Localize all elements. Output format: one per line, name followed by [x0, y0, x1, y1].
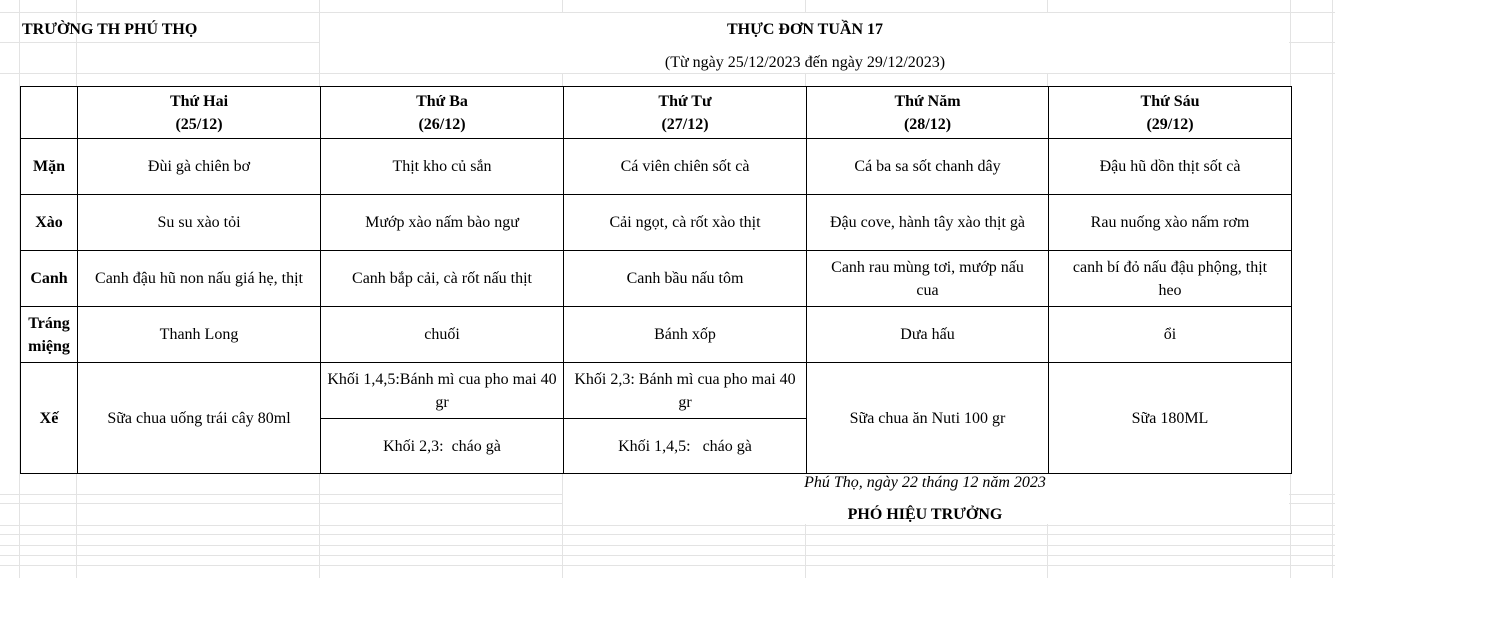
- signature-date: Phú Thọ, ngày 22 tháng 12 năm 2023: [804, 474, 1046, 491]
- menu-cell: Mướp xào nấm bào ngư: [321, 195, 564, 251]
- day-name: Thứ Năm: [894, 92, 961, 110]
- row-man: [21, 139, 1292, 195]
- menu-cell: Khối 2,3: cháo gà: [321, 419, 564, 474]
- day-name: Thứ Tư: [658, 92, 712, 110]
- day-date: (25/12): [175, 115, 223, 133]
- day-header-wednesday: [564, 87, 807, 139]
- menu-cell: Canh bắp cải, cà rốt nấu thịt: [321, 251, 564, 307]
- menu-cell: Cá ba sa sốt chanh dây: [807, 139, 1049, 195]
- menu-cell: Khối 2,3: Bánh mì cua pho mai 40 gr: [564, 363, 807, 419]
- weekly-menu-table: [20, 86, 1292, 474]
- day-date: (29/12): [1146, 115, 1194, 133]
- menu-cell: Bánh xốp: [564, 307, 807, 363]
- menu-cell: Su su xào tỏi: [78, 195, 321, 251]
- row-label: Xào: [21, 195, 78, 251]
- day-header-thursday: [807, 87, 1049, 139]
- menu-cell: Thịt kho củ sắn: [321, 139, 564, 195]
- row-label: Xế: [21, 363, 78, 474]
- menu-cell: Cải ngọt, cà rốt xào thịt: [564, 195, 807, 251]
- menu-cell: Đùi gà chiên bơ: [78, 139, 321, 195]
- header-row: [21, 87, 1292, 139]
- menu-cell: Đậu hũ dồn thịt sốt cà: [1049, 139, 1292, 195]
- day-date: (28/12): [903, 115, 952, 133]
- menu-cell: Thanh Long: [78, 307, 321, 363]
- row-xe-top: [21, 363, 1292, 419]
- menu-cell: Canh đậu hũ non nấu giá hẹ, thịt: [78, 251, 321, 307]
- menu-cell: Sữa chua ăn Nuti 100 gr: [807, 363, 1049, 474]
- corner-cell: [21, 87, 78, 139]
- date-range: (Từ ngày 25/12/2023 đến ngày 29/12/2023): [664, 54, 946, 71]
- menu-cell: Rau nuống xào nấm rơm: [1049, 195, 1292, 251]
- row-label: Tráng miệng: [21, 307, 78, 363]
- menu-cell: Sữa 180ML: [1049, 363, 1292, 474]
- row-xao: [21, 195, 1292, 251]
- day-date: (27/12): [661, 115, 709, 133]
- day-name: Thứ Hai: [169, 92, 229, 110]
- row-canh: [21, 251, 1292, 307]
- day-header-friday: [1049, 87, 1292, 139]
- menu-title: THỰC ĐƠN TUẦN 17: [726, 21, 883, 38]
- menu-cell: Đậu cove, hành tây xào thịt gà: [807, 195, 1049, 251]
- row-trang-mieng: [21, 307, 1292, 363]
- signature-title: PHÓ HIỆU TRƯỞNG: [847, 506, 1003, 523]
- menu-cell: Canh bầu nấu tôm: [564, 251, 807, 307]
- menu-cell: Khối 1,4,5:Bánh mì cua pho mai 40 gr: [321, 363, 564, 419]
- day-name: Thứ Sáu: [1140, 92, 1200, 110]
- menu-cell: Cá viên chiên sốt cà: [564, 139, 807, 195]
- row-label: Canh: [21, 251, 78, 307]
- menu-cell: Sữa chua uống trái cây 80ml: [78, 363, 321, 474]
- menu-cell: chuối: [321, 307, 564, 363]
- row-label: Mặn: [21, 139, 78, 195]
- day-header-tuesday: [321, 87, 564, 139]
- menu-cell: Canh rau mùng tơi, mướp nấu cua: [807, 251, 1049, 307]
- day-name: Thứ Ba: [416, 92, 468, 110]
- menu-cell: canh bí đỏ nấu đậu phộng, thịt heo: [1049, 251, 1292, 307]
- day-date: (26/12): [418, 115, 466, 133]
- day-header-monday: [78, 87, 321, 139]
- menu-cell: Dưa hấu: [807, 307, 1049, 363]
- school-name: TRƯỜNG TH PHÚ THỌ: [22, 21, 198, 38]
- menu-cell: Khối 1,4,5: cháo gà: [564, 419, 807, 474]
- menu-cell: ổi: [1049, 307, 1292, 363]
